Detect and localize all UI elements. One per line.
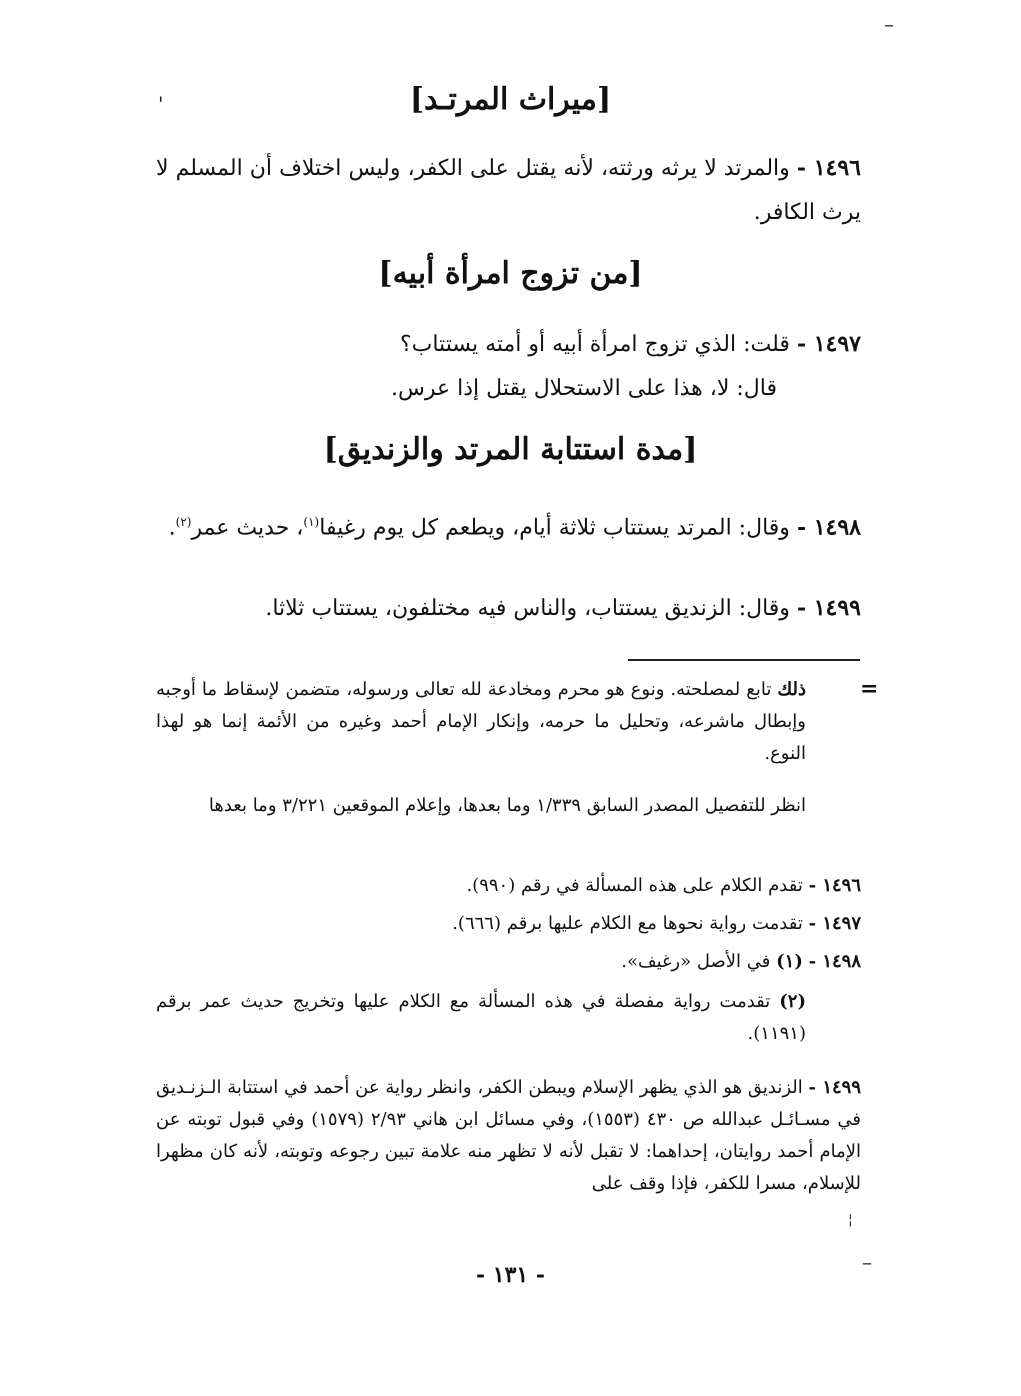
footnote-1498-2 (156, 986, 806, 1050)
footnote-ref: (٢) (175, 515, 192, 529)
footnote-number: ١٤٩٧ - (808, 913, 861, 934)
section-heading-repentance-period: [مدة استتابة المرتد والزنديق] (323, 432, 698, 467)
footnote-text: تقدم الكلام على هذه المسألة في رقم (٩٩٠). (466, 875, 803, 896)
scan-mark: – (884, 12, 894, 36)
footnote-text: تابع لمصلحته. ونوع هو محرم ومخادعة لله تعالى ورسوله، متضمن لإسقاط ما أوجبه وإبطال ماشرعه، وتحليل ما حرمه، وإنكار الإمام أحمد وغيره من الأئمة إنما هو لهذا النوع. (156, 679, 806, 764)
scan-mark: ¦ (848, 1212, 853, 1228)
entry-answer: قال: لا، هذا على الاستحلال يقتل إذا عرس. (391, 376, 777, 401)
footnote-see-also: انظر للتفصيل المصدر السابق ١/٣٣٩ وما بعدها، وإعلام الموقعين ٣/٢٢١ وما بعدها (208, 795, 806, 816)
footnote-1499 (156, 1072, 861, 1200)
footnote-continuation (156, 674, 806, 770)
entry-1499 (156, 586, 861, 631)
entry-question: قلت: الذي تزوج امرأة أبيه أو أمته يستتاب؟ (399, 332, 790, 357)
entry-1496 (156, 146, 861, 235)
footnote-lead: ذلك (777, 679, 806, 700)
entry-text: والمرتد لا يرثه ورثته، لأنه يقتل على الكفر، وليس اختلاف أن المسلم لا يرث الكافر. (156, 156, 861, 225)
entry-text: وقال: الزنديق يستتاب، والناس فيه مختلفون، يستتاب ثلاثا. (265, 596, 790, 621)
footnote-number: ١٤٩٦ - (808, 875, 861, 896)
section-heading-apostate-inheritance: [ميراث المرتـد] (409, 82, 612, 117)
section-heading-father-wife: [من تزوج امرأة أبيه] (378, 256, 643, 291)
footnote-text: الزنديق هو الذي يظهر الإسلام ويبطن الكفر، وانظر رواية عن أحمد في استتابة الـزنـديق في مسـائـل عبدالله ص ٤٣٠ (١٥٥٣)، وفي مسائل ابن هاني ٢/٩٣ (١٥٧٩) وفي قبول توبته عن الإمام أحمد روايتان، إحداهما: لا تقبل لأنه لا تظهر منه علامة تبين رجوعه وتوبته، لأنه كان مظهرا للإسلام، مسرا للكفر، فإذا وقف على (156, 1077, 862, 1194)
entry-text: وقال: المرتد يستتاب ثلاثة أيام، ويطعم كل يوم رغيفا (319, 515, 790, 541)
footnote-separator (628, 659, 860, 661)
footnote-subnumber: (٢) (779, 991, 806, 1012)
footnote-subnumber: (١) (776, 951, 803, 972)
entry-number: ١٤٩٨ - (796, 514, 861, 541)
footnote-text: تقدمت رواية مفصلة في هذه المسألة مع الكلام عليها وتخريج حديث عمر برقم (١١٩١). (156, 991, 806, 1044)
entry-number: ١٤٩٦ - (796, 155, 861, 181)
continuation-mark: = (860, 676, 879, 702)
entry-text: ، حديث عمر (191, 515, 304, 541)
scan-mark: – (862, 1250, 872, 1274)
scan-mark: ' (158, 92, 164, 116)
footnote-1497 (156, 908, 861, 940)
entry-number: ١٤٩٩ - (796, 595, 861, 621)
footnote-1496 (156, 870, 861, 902)
footnote-text: تقدمت رواية نحوها مع الكلام عليها برقم (٦٦٦). (452, 913, 803, 934)
entry-1498 (156, 500, 861, 550)
footnote-text: في الأصل «رغيف». (621, 951, 771, 972)
entry-text: . (168, 515, 176, 541)
entry-1497 (156, 322, 861, 411)
entry-number: ١٤٩٧ - (796, 331, 861, 357)
page-number: - ١٣١ - (475, 1262, 546, 1288)
footnote-1498 (156, 946, 861, 978)
footnote-ref: (١) (303, 515, 320, 529)
footnote-number: ١٤٩٨ - (808, 951, 861, 972)
footnote-number: ١٤٩٩ - (808, 1077, 861, 1098)
